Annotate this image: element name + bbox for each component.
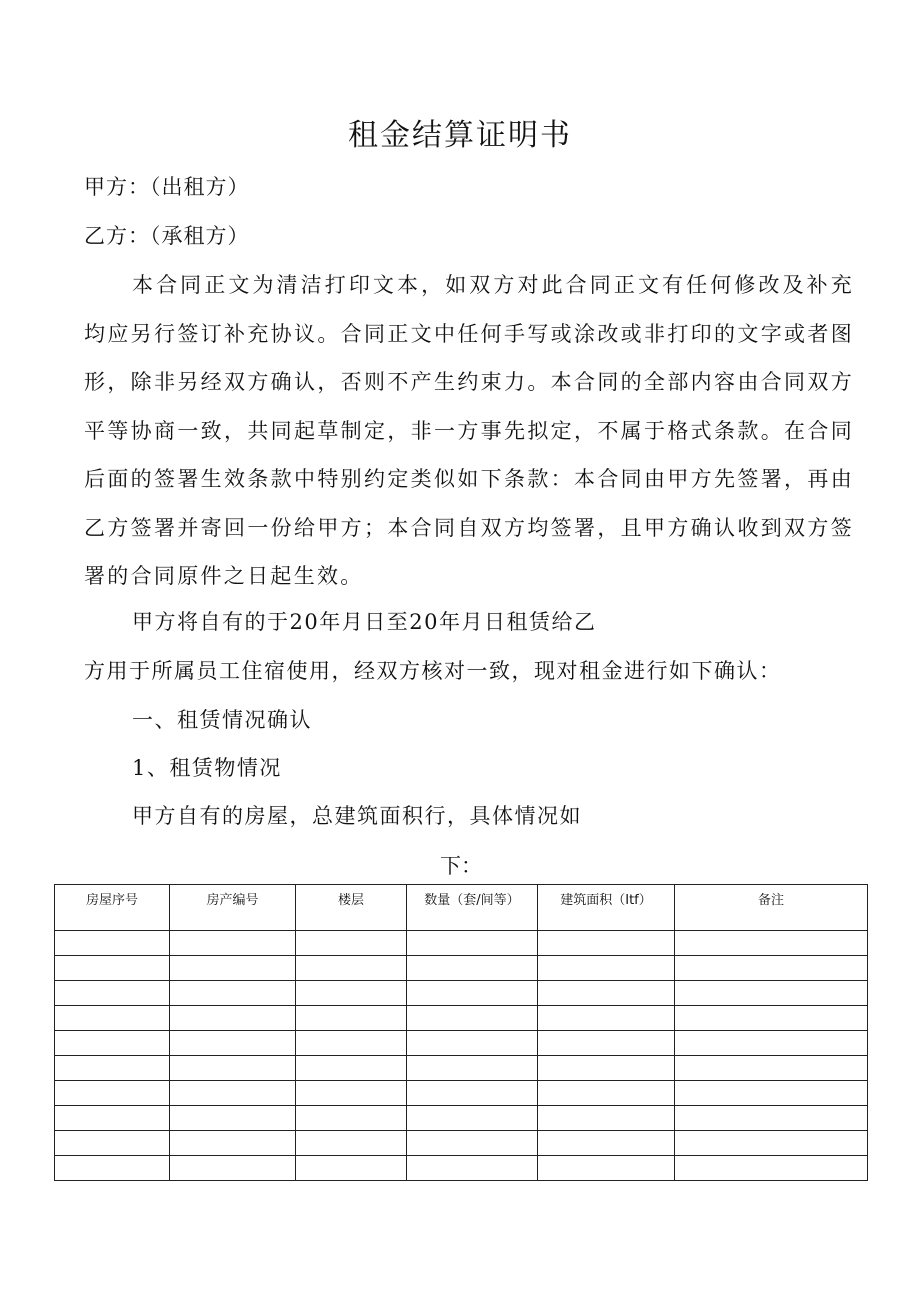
table-cell — [55, 1081, 170, 1106]
table-header-row — [55, 885, 868, 931]
property-description-line: 甲方自有的房屋，总建筑面积行，具体情况如 — [132, 804, 582, 828]
table-cell — [407, 1006, 538, 1031]
table-cell — [55, 1056, 170, 1081]
table-cell — [407, 1056, 538, 1081]
table-row — [55, 931, 868, 956]
table-cell — [538, 956, 675, 981]
party-b-line: 乙方：（承租方） — [84, 224, 250, 248]
rental-property-table — [54, 884, 868, 1181]
table-cell — [538, 1156, 675, 1181]
table-cell — [675, 1031, 868, 1056]
lease-term-line: 甲方将自有的于20年月日至20年月日租赁给乙 — [132, 610, 597, 634]
header-property-no: 房产编号 — [170, 885, 296, 931]
table-cell — [538, 1006, 675, 1031]
table-cell — [170, 956, 296, 981]
table-cell — [538, 1106, 675, 1131]
table-row — [55, 1031, 868, 1056]
table-cell — [55, 956, 170, 981]
table-cell — [170, 1006, 296, 1031]
table-cell — [296, 1081, 407, 1106]
table-cell — [538, 1031, 675, 1056]
table-cell — [296, 1056, 407, 1081]
table-cell — [407, 956, 538, 981]
table-row — [55, 1156, 868, 1181]
contract-clause-paragraph: 本合同正文为清洁打印文本，如双方对此合同正文有任何修改及补充均应另行签订补充协议。合同正文中任何手写或涂改或非打印的文字或者图形，除非另经双方确认，否则不产生约束力。本合同的全部内容由合同双方平等协商一致，共同起草制定，非一方事先拟定，不属于格式条款。在合同后面的签署生效条款中特别约定类似如下条款：本合同由甲方先签署，再由乙方签署并寄回一份给甲方；本合同自双方均签署，且甲方确认收到双方签署的合同原件之日起生效。 — [84, 273, 854, 588]
lease-purpose-line: 方用于所属员工住宿使用，经双方核对一致，现对租金进行如下确认： — [84, 659, 782, 683]
table-cell — [55, 931, 170, 956]
table-cell — [675, 931, 868, 956]
table-cell — [296, 1131, 407, 1156]
table-row — [55, 1081, 868, 1106]
table-row — [55, 1006, 868, 1031]
table-cell — [296, 931, 407, 956]
table-cell — [296, 956, 407, 981]
header-floor: 楼层 — [296, 885, 407, 931]
table-cell — [675, 956, 868, 981]
table-row — [55, 1131, 868, 1156]
table-cell — [170, 1031, 296, 1056]
table-cell — [170, 1056, 296, 1081]
table-cell — [170, 1131, 296, 1156]
table-cell — [170, 981, 296, 1006]
table-row — [55, 981, 868, 1006]
header-remarks: 备注 — [675, 885, 868, 931]
table-cell — [55, 981, 170, 1006]
header-room-no: 房屋序号 — [55, 885, 170, 931]
header-area: 建筑面积（Itf） — [538, 885, 675, 931]
table-cell — [296, 981, 407, 1006]
table-cell — [675, 1081, 868, 1106]
table-cell — [55, 1131, 170, 1156]
subsection-heading: 1、租赁物情况 — [132, 756, 282, 780]
section-heading: 一、租赁情况确认 — [132, 708, 312, 732]
table-cell — [296, 1156, 407, 1181]
table-cell — [675, 1156, 868, 1181]
table-cell — [538, 1081, 675, 1106]
table-cell — [407, 1156, 538, 1181]
table-caption: 下： — [440, 854, 482, 878]
table-cell — [55, 1106, 170, 1131]
table-cell — [170, 931, 296, 956]
table-cell — [407, 1031, 538, 1056]
table-cell — [296, 1006, 407, 1031]
table-cell — [55, 1031, 170, 1056]
table-cell — [55, 1006, 170, 1031]
table-row — [55, 956, 868, 981]
table-row — [55, 1106, 868, 1131]
table-cell — [675, 981, 868, 1006]
table-cell — [170, 1081, 296, 1106]
table-cell — [538, 1056, 675, 1081]
table-cell — [407, 1106, 538, 1131]
table-cell — [55, 1156, 170, 1181]
table-cell — [170, 1156, 296, 1181]
table-cell — [407, 1131, 538, 1156]
table-cell — [675, 1006, 868, 1031]
table-cell — [538, 931, 675, 956]
table-cell — [170, 1106, 296, 1131]
table-cell — [407, 1081, 538, 1106]
table-cell — [538, 981, 675, 1006]
table-cell — [675, 1131, 868, 1156]
party-a-line: 甲方：（出租方） — [84, 175, 250, 199]
table-body — [55, 931, 868, 1181]
header-quantity: 数量（套/间等） — [407, 885, 538, 931]
table-cell — [407, 931, 538, 956]
table-cell — [675, 1106, 868, 1131]
table-cell — [296, 1106, 407, 1131]
table-row — [55, 1056, 868, 1081]
table-cell — [675, 1056, 868, 1081]
table-cell — [296, 1031, 407, 1056]
document-title: 租金结算证明书 — [348, 118, 572, 153]
table-cell — [407, 981, 538, 1006]
table-cell — [538, 1131, 675, 1156]
